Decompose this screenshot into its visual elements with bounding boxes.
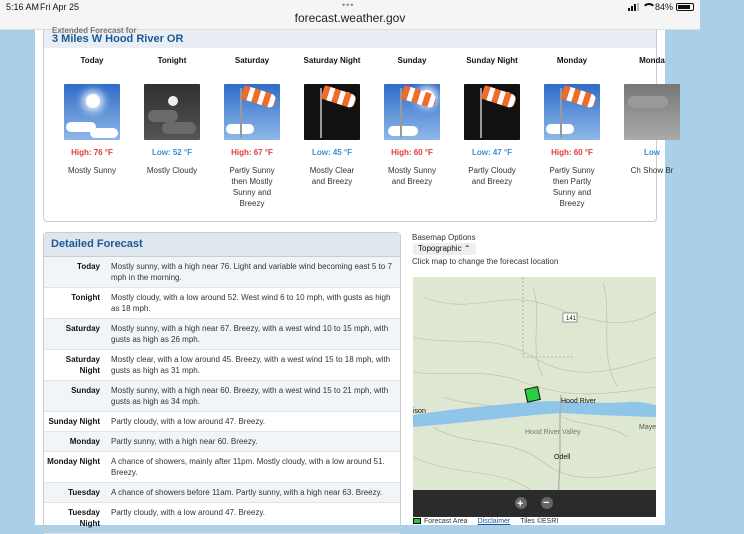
- map-hint: Click map to change the forecast location: [412, 257, 559, 266]
- status-date: Fri Apr 25: [40, 2, 80, 12]
- address-bar[interactable]: forecast.weather.gov: [294, 11, 406, 25]
- map-label-east: Maye: [639, 424, 657, 431]
- table-row: [44, 503, 400, 534]
- day-name: Saturday Night: [303, 56, 361, 65]
- forecast-map[interactable]: [413, 277, 656, 517]
- extended-forecast-panel: [43, 26, 674, 222]
- detailed-forecast-panel: [43, 232, 401, 532]
- forecast-day[interactable]: [292, 56, 372, 187]
- basemap-label: Basemap Options: [412, 233, 476, 242]
- table-row: [44, 452, 400, 483]
- day-name: Tonight: [157, 56, 187, 65]
- row-text: Partly sunny, with a high near 60. Breezy.: [111, 437, 258, 446]
- route-label: 141: [566, 316, 577, 322]
- row-label: Sunday: [71, 386, 100, 395]
- windsock-sun-icon[interactable]: [384, 84, 440, 140]
- table-row: [44, 319, 400, 350]
- map-canvas[interactable]: [413, 277, 656, 517]
- day-temp: High: 60 °F: [551, 148, 593, 157]
- forecast-days: [44, 56, 744, 226]
- forecast-day[interactable]: [612, 56, 692, 176]
- forecast-day[interactable]: [372, 56, 452, 187]
- row-text: Mostly clear, with a low around 45. Breezy, with a west wind 15 to 18 mph, with gusts as high as 31 mph.: [111, 355, 391, 375]
- table-row: [44, 432, 400, 452]
- day-name: Saturday: [234, 56, 270, 65]
- table-row: [44, 381, 400, 412]
- map-label-odell: Odell: [554, 454, 571, 461]
- day-desc: Ch Show Br: [630, 166, 674, 175]
- detailed-forecast-title: Detailed Forecast: [44, 233, 400, 257]
- battery-percent: 84%: [654, 2, 673, 12]
- zoom-in-icon: +: [517, 498, 524, 510]
- row-label: Monday Night: [47, 457, 100, 466]
- row-text: Mostly sunny, with a high near 67. Breezy, with a west wind 10 to 15 mph, with gusts as high as 26 mph.: [111, 324, 389, 344]
- day-temp: High: 67 °F: [231, 148, 273, 157]
- row-text: A chance of showers, mainly after 11pm. Mostly cloudy, with a low around 51. Breezy.: [111, 457, 385, 477]
- panel-header-cut: Extended Forecast for: [52, 26, 137, 35]
- detailed-forecast-table: [44, 257, 400, 534]
- page-content: [35, 26, 674, 528]
- day-name: Today: [80, 56, 104, 65]
- row-text: Partly cloudy, with a low around 47. Breezy.: [111, 508, 265, 517]
- basemap-select-value: Topographic: [418, 244, 462, 253]
- day-name: Monda: [639, 56, 665, 65]
- showers-icon[interactable]: [624, 84, 680, 140]
- browser-menu-dots[interactable]: •••: [342, 0, 355, 10]
- forecast-day[interactable]: [132, 56, 212, 176]
- row-text: Partly cloudy, with a low around 47. Breezy.: [111, 417, 265, 426]
- day-temp: High: 76 °F: [71, 148, 113, 157]
- cloudy-night-icon[interactable]: [144, 84, 200, 140]
- day-desc: Mostly Cloudy: [146, 166, 198, 175]
- table-row: [44, 257, 400, 288]
- legend-swatch: [413, 518, 421, 524]
- panel-header: [44, 26, 656, 48]
- map-zoom-bar: [413, 490, 656, 517]
- forecast-day[interactable]: [452, 56, 532, 187]
- row-label: Saturday: [65, 324, 100, 333]
- windsock-day-icon[interactable]: [544, 84, 600, 140]
- row-label: Tonight: [71, 293, 100, 302]
- day-desc: Partly Cloudy and Breezy: [468, 166, 516, 186]
- forecast-day[interactable]: [532, 56, 612, 209]
- map-label-valley: Hood River Valley: [525, 429, 581, 436]
- day-desc: Mostly Clear and Breezy: [309, 166, 355, 186]
- day-name: Sunday Night: [466, 56, 518, 65]
- basemap-select[interactable]: [413, 243, 476, 255]
- forecast-day[interactable]: [52, 56, 132, 176]
- battery-icon: [676, 3, 694, 11]
- row-text: Mostly cloudy, with a low around 52. West wind 6 to 10 mph, with gusts as high as 18 mph.: [111, 293, 391, 313]
- forecast-area-marker[interactable]: [525, 387, 540, 402]
- row-label: Sunday Night: [48, 417, 100, 426]
- day-temp: Low: 45 °F: [311, 148, 353, 157]
- row-label: Monday: [69, 437, 100, 446]
- row-label: Tuesday: [68, 488, 100, 497]
- windsock-night-icon[interactable]: [464, 84, 520, 140]
- windsock-day-icon[interactable]: [224, 84, 280, 140]
- legend-label: Forecast Area: [424, 518, 468, 525]
- table-row: [44, 288, 400, 319]
- sunny-icon[interactable]: [64, 84, 120, 140]
- status-time: 5:16 AM: [6, 2, 40, 12]
- disclaimer-link[interactable]: Disclaimer: [477, 518, 511, 525]
- wifi-icon: [642, 3, 652, 11]
- day-desc: Mostly Sunny: [67, 166, 117, 175]
- row-label: Tuesday Night: [68, 508, 100, 528]
- day-name: Sunday: [397, 56, 427, 65]
- row-text: A chance of showers before 11am. Partly sunny, with a high near 63. Breezy.: [111, 488, 383, 497]
- day-temp: Low: [644, 148, 660, 157]
- legend-forecast-area: [413, 518, 468, 528]
- day-desc: Partly Sunny then Partly Sunny and Breezy: [549, 166, 595, 208]
- table-row: [44, 350, 400, 381]
- day-desc: Partly Sunny then Mostly Sunny and Breezy: [229, 166, 275, 208]
- map-label-west: ison: [413, 408, 426, 415]
- day-name: Monday: [556, 56, 588, 65]
- day-temp: Low: 47 °F: [471, 148, 513, 157]
- map-label-hood-river: Hood River: [561, 398, 597, 405]
- row-label: Today: [77, 262, 100, 271]
- day-temp: Low: 52 °F: [151, 148, 193, 157]
- row-label: Saturday Night: [65, 355, 100, 375]
- table-row: [44, 483, 400, 503]
- row-text: Mostly sunny, with a high near 76. Light and variable wind becoming east 5 to 7 mph in the morning.: [111, 262, 392, 282]
- forecast-location: 3 Miles W Hood River OR: [52, 33, 184, 45]
- windsock-night-icon[interactable]: [304, 84, 360, 140]
- zoom-out-icon: −: [543, 497, 550, 509]
- chevron-updown-icon: ⌃: [463, 244, 471, 253]
- tiles-credit: Tiles ©ESRI: [520, 518, 559, 525]
- row-text: Mostly sunny, with a high near 60. Breezy, with a west wind 15 to 21 mph, with gusts as high as 34 mph.: [111, 386, 389, 406]
- table-row: [44, 412, 400, 432]
- signal-icon: [628, 3, 639, 11]
- forecast-day[interactable]: [212, 56, 292, 209]
- day-temp: High: 60 °F: [391, 148, 433, 157]
- map-footer: [413, 518, 656, 528]
- day-desc: Mostly Sunny and Breezy: [387, 166, 437, 186]
